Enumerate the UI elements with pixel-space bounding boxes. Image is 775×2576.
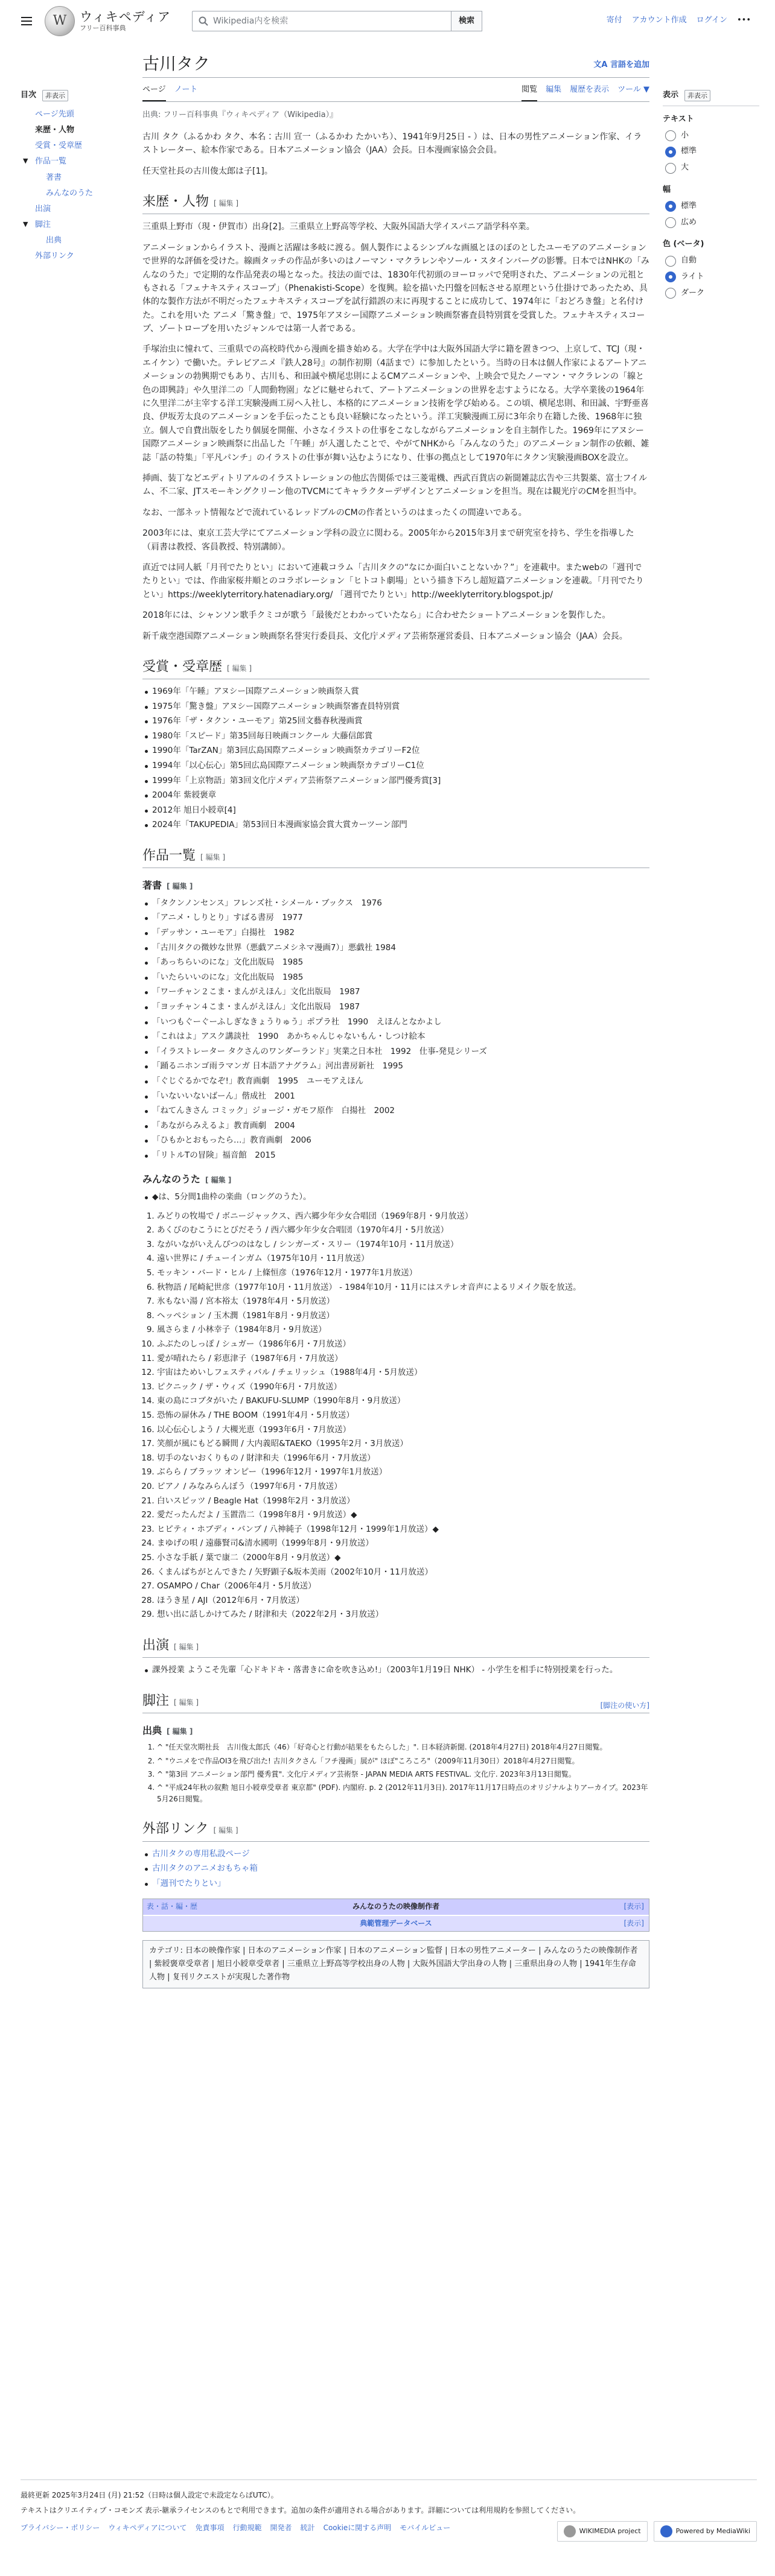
edit-link[interactable]: [ 編集 ] [214,199,239,208]
footer-link[interactable]: プライバシー・ポリシー [21,2524,100,2533]
toc-item[interactable] [35,141,123,151]
song-item: 1. みどりの牧場で / ボニージャックス、西六郷少年少女合唱団（1969年8月・9月放送） [157,1210,649,1223]
footer-link[interactable]: 行動規範 [232,2524,262,2533]
navbox [142,1899,649,1931]
logo-title: ウィキペディア [80,10,171,25]
radio-button[interactable] [665,217,676,228]
radio-label: 広め [681,217,697,227]
site-header [0,0,775,42]
edit-link[interactable]: [ 編集 ] [200,853,226,862]
song-item: 27. OSAMPO / Char（2006年4月・5月放送） [157,1580,649,1593]
book-item: 「アニメ・しりとり」すばる書房 1977 [142,912,649,925]
authority-control-show-button[interactable]: [表示] [624,1918,644,1927]
appearance-group [663,184,759,229]
award-item: 1990年「TarZAN」第3回広島国際アニメーション映画祭カテゴリーF2位 [142,744,649,758]
appearance-group [663,238,759,299]
mediawiki-icon [660,2525,672,2537]
toc-item[interactable] [35,251,123,262]
footer-link[interactable]: 開発者 [270,2524,292,2533]
minna-list [157,1210,649,1622]
awards-list [142,685,649,832]
song-item: 14. 東の島にコブタがいた / BAKUFU-SLUMP（1990年8月・9月放送） [157,1395,649,1408]
toc-item[interactable] [46,188,123,199]
edit-link[interactable]: [ 編集 ] [174,1642,199,1651]
radio-button[interactable] [665,288,676,299]
book-item: 「ひもかとおもったら…」教育画劇 2006 [142,1134,649,1147]
table-of-contents [21,89,123,267]
category-links[interactable]: カテゴリ: 日本の映像作家 | 日本のアニメーション作家 | 日本のアニメーション監督 | 日本の男性アニメーター | みんなのうたの映像制作者 | 紫綬褒章受章者 | 旭日小綬章受章者 | 三重県立上野高等学校出身の人物 | 大阪外国語大学出身の人物 | 三重県出身の人物 | 1941年生存命人物 | 复刊リクエストが実現した著作物 [142,1940,649,1988]
edit-link[interactable]: [ 編集 ] [227,664,252,673]
award-item: 2012年 旭日小綬章[4] [142,804,649,817]
book-item: 「あながらみえるよ」教育画劇 2004 [142,1120,649,1133]
language-icon: 文A [593,60,610,69]
tab-talk[interactable]: ノート [174,85,198,95]
edit-link[interactable]: [ 編集 ] [167,1727,193,1736]
toc-item[interactable] [35,109,123,120]
minna-note: ◆は、5分間1曲枠の楽曲（ロングのうた）。 [142,1191,649,1204]
song-item: 20. ピアノ / みなみらんぼう（1997年6月・7月放送） [157,1480,649,1494]
radio-label: 標準 [681,147,697,156]
edit-link[interactable]: [ 編集 ] [167,882,193,891]
last-modified: 最終更新 2025年3月24日 (月) 21:52（日時は個人設定で未設定ならばUTC）。 [21,2491,278,2499]
section-heading-notes: 脚注 [ 編集 ] [脚注の使い方] [142,1690,649,1713]
song-item: 4. 遠い世界に / チューインガム（1975年10月・11月放送） [157,1252,649,1266]
search-icon [199,16,208,26]
toc-item[interactable] [35,204,123,215]
radio-label: 自動 [681,256,697,265]
tab-read[interactable]: 閲覧 [521,81,537,101]
award-item: 1975年「驚き盤」アヌシー国際アニメーション映画祭審査員特別賞 [142,700,649,714]
song-item: 15. 恐怖の扉休み / THE BOOM（1991年4月・5月放送） [157,1409,649,1423]
song-item: 21. 白いスピッツ / Beagle Hat（1998年2月・3月放送） [157,1495,649,1508]
tab-page[interactable]: ページ [142,81,166,101]
create-account-link[interactable]: アカウント作成 [631,16,687,25]
song-item: 18. 切手のないおくりもの / 財津和夫（1996年6月・7月放送） [157,1452,649,1465]
page-title: 古川タク [142,54,211,74]
career-paragraph: 2003年には、東京工芸大学にてアニメーション学科の設立に関わる。2005年から2015年3月まで研究室を持ち、学生を指導した（肩書は教授、客員教授、特別講師）。 [142,528,634,552]
search-placeholder: Wikipedia内を検索 [213,16,289,26]
song-item: 13. ピクニック / ザ・ウィズ（1990年6月・7月放送） [157,1381,649,1394]
subsection-heading-minna: みんなのうた [ 編集 ] [142,1173,232,1185]
toc-item[interactable] [46,173,123,183]
radio-option[interactable] [665,130,759,142]
song-item: 3. ながいながいえんぴつのはなし / シンガーズ・スリー（1974年10月・11月放送） [157,1239,649,1252]
book-item: 「ワーチャン２こま・まんがえほん」文化出版局 1987 [142,986,649,999]
song-item: 28. ほうき星 / AJI（2012年6月・7月放送） [157,1594,649,1608]
toc-list [21,109,123,262]
book-item: 「いつもぐーぐーふしぎなきょうりゅう」ポプラ社 1990 えほんとなかよし [142,1016,649,1029]
toc-item-label: 脚注 [35,220,51,230]
navbox-vte-links[interactable]: 表・話・編・歴 [147,1902,198,1911]
intro-paragraph: 古川 タク（ふるかわ タク、本名：古川 宣一（ふるかわ たかいち）、1941年9月25日 - ）は、日本の男性アニメーション作家、イラストレーター、絵本作家である。日本アニメーション協会（JAA）会長。日本漫画家協会会員。 [142,132,642,156]
radio-option[interactable] [665,217,759,229]
appearance-panel [663,89,759,309]
tools-menu[interactable]: ツール ▼ [617,85,649,95]
award-item: 1976年「ザ・タクン・ユーモア」第25回文藝春秋漫画賞 [142,715,649,728]
radio-option[interactable] [665,162,759,174]
song-item: 17. 笑顔が風にもどる瞬間 / 大内義昭&TAEKO（1995年2月・3月放送） [157,1438,649,1451]
toc-hide-button[interactable]: 非表示 [42,90,68,102]
toc-item-label: 外部リンク [35,252,74,261]
reference-item: 3. ^ "第3回 アニメーション部門 優秀賞". 文化庁メディア芸術祭 - JAPAN MEDIA ARTS FESTIVAL. 文化庁. 2023年3月13日閲覧。 [157,1769,649,1780]
radio-label: 大 [681,163,689,173]
song-item: 10. ふぶたのしっぽ / シュガー（1986年6月・7月放送） [157,1338,649,1351]
toc-item-label: 出典 [46,236,62,246]
toc-item[interactable] [23,156,123,167]
radio-label: 標準 [681,201,697,211]
appearance-hide-button[interactable]: 非表示 [684,90,710,102]
navbox-show-button[interactable]: [表示] [624,1902,644,1911]
appearance-item: 課外授業 ようこそ先輩「心ドキドキ・落書きに命を吹き込め!」（2003年1月19日 NHK） - 小学生を相手に特別授業を行った。 [142,1664,649,1677]
radio-option[interactable] [665,145,759,158]
appearance-group-title: 幅 [663,185,671,194]
subsection-heading-books: 著書 [ 編集 ] [142,880,193,892]
radio-label: 小 [681,130,689,140]
login-link[interactable]: ログイン [696,16,727,25]
award-item: 1999年「上京物語」第3回文化庁メディア芸術祭アニメーション部門優秀賞[3] [142,775,649,788]
career-paragraph: 新千歳空港国際アニメーション映画祭名誉実行委員長、文化庁メディア芸術祭運営委員、日本アニメーション協会（JAA）会長。 [142,631,628,641]
section-heading-external-links: 外部リンク [ 編集 ] [142,1818,649,1841]
radio-button[interactable] [665,271,676,282]
song-item: 8. ヘッペション / 玉木潤（1981年8月・9月放送） [157,1310,649,1323]
edit-link[interactable]: [ 編集 ] [213,1826,238,1835]
references-list [157,1742,649,1805]
song-item: 5. モッキン・バード・ヒル / 上條恒彦（1976年12月・1977年1月放送） [157,1267,649,1280]
navbox-title[interactable]: みんなのうたの映像制作者 [352,1902,439,1911]
main-content [142,53,649,1988]
external-link[interactable]: 古川タクのアニメおもちゃ箱 [142,1862,649,1876]
book-item: 「デッサン・ユーモア」白揚社 1982 [142,927,649,940]
toc-item-label: 作品一覧 [35,157,67,167]
appearance-group [663,113,759,174]
toc-item-label: ページ先頭 [35,109,74,119]
chevron-down-icon[interactable]: ▼ [23,157,28,165]
tab-history[interactable]: 履歴を表示 [570,85,610,95]
song-item: 19. ぶらら / ブラッツ オンピー（1996年12月・1997年1月放送） [157,1466,649,1479]
reference-item: 1. ^ "任天堂次期社長 古川俊太郎氏（46）「好奇心と行動が結果をもたらした」". 日本経済新聞. (2018年4月27日) 2018年4月27日閲覧。 [157,1742,649,1753]
song-item: 22. 愛だったんだよ / 玉置浩二（1998年8月・9月放送）◆ [157,1509,649,1522]
award-item: 2024年「TAKUPEDIA」第53回日本漫画家協会賞大賞カーツーン部門 [142,819,649,832]
book-item: 「ねてんきさん コミック」ジョージ・ガモフ原作 白揚社 2002 [142,1105,649,1118]
wikimedia-badge[interactable]: WIKIMEDIA project [557,2521,648,2542]
radio-option[interactable] [665,271,759,284]
appearances-list [142,1664,649,1677]
external-link[interactable]: 古川タクの専用私設ページ [142,1848,649,1861]
edit-link[interactable]: [ 編集 ] [174,1698,199,1707]
search-button[interactable]: 検索 [451,11,482,31]
mediawiki-badge[interactable]: Powered by MediaWiki [654,2521,757,2542]
puzzle-globe-icon: W [45,6,75,36]
award-item: 1994年「以心伝心」第5回広島国際アニメーション映画祭カテゴリーC1位 [142,760,649,773]
award-item: 1969年「午睡」アヌシー国際アニメーション映画祭入賞 [142,685,649,699]
donate-link[interactable]: 寄付 [606,16,622,25]
toc-item[interactable] [35,125,123,136]
search-input[interactable] [192,11,451,31]
radio-button[interactable] [665,201,676,212]
tab-edit[interactable]: 編集 [546,85,562,95]
toc-item-label: みんなのうた [46,188,94,198]
song-item: 9. 風さらま / 小林幸子（1984年8月・9月放送） [157,1324,649,1337]
toc-item[interactable] [46,235,123,246]
book-item: 「これはよ」アスク講談社 1990 あかちゃんじゃないもん・しつけ絵本 [142,1030,649,1044]
section-heading-awards: 受賞・受章歴 [ 編集 ] [142,656,649,679]
song-item: 7. 氷もない湯 / 宮本裕太（1978年4月・5月放送） [157,1295,649,1309]
song-item: 25. 小さな手紙 / 葉で康二（2000年8月・9月放送）◆ [157,1552,649,1565]
career-paragraph: 三重県上野市（現・伊賀市）出身[2]。三重県立上野高等学校、大阪外国語大学イスパニア語学科卒業。 [142,222,535,232]
wikipedia-logo[interactable] [45,6,183,36]
toc-item-label: 出演 [35,204,51,214]
book-item: 「タクンノンセンス」フレンズ社・シメール・ブックス 1976 [142,897,649,910]
song-item: 26. くまんばちがとんできた / 矢野顕子&坂本美雨（2002年10月・11月放送） [157,1566,649,1579]
intro-paragraph: 任天堂社長の古川俊太郎は子[1]。 [142,166,273,176]
song-item: 29. 想い出に話しかけてみた / 財津和夫（2022年2月・3月放送） [157,1608,649,1622]
award-item: 1980年「スピード」第35回毎日映画コンクール 大藤信郎賞 [142,730,649,743]
logo-subtitle: フリー百科事典 [80,24,126,32]
book-item: 「いないいないばーん」偕成社 2001 [142,1090,649,1103]
footer-link[interactable]: ウィキペディアについて [108,2524,187,2533]
chevron-down-icon[interactable]: ▼ [23,220,28,229]
notes-usage-link[interactable]: [脚注の使い方] [600,1701,649,1710]
book-item: 「ヨッチャン４こま・まんがえほん」文化出版局 1987 [142,1001,649,1014]
toc-item-label: 来歴・人物 [35,125,75,135]
footer-link[interactable]: Cookieに関する声明 [323,2524,392,2533]
radio-option[interactable] [665,287,759,300]
song-item: 12. 宇宙はためいしフェスティバル / チェリッシュ（1988年4月・5月放送） [157,1366,649,1380]
song-item: 16. 以心伝心しよう / 大槻光恵（1993年6月・7月放送） [157,1424,649,1437]
book-item: 「いたらいいのにな」文化出版局 1985 [142,971,649,985]
toc-item-label: 著書 [46,173,62,182]
article-source: 出典: フリー百科事典『ウィキペディア（Wikipedia）』 [142,110,338,120]
language-button[interactable]: 文A 言語を追加 [593,60,649,69]
main-menu-icon[interactable] [18,13,35,30]
career-paragraph: アニメーションからイラスト、漫画と活躍は多岐に渡る。個人製作によるシンプルな画風とほのぼのとしたユーモアのアニメーションで世界的な評価を受けた。線画タッチの作品が多いのはノーマン・マクラレンやソール・スタインバーグの影響。日本ではNHKの「みんなのうた」で定期的な作品発表の場となった。技法の面では、1830年代初頭のヨーロッパで発明された、アニメーションの元祖ともされる「フェナキスティスコープ」（Phenakisti-Scope）を復興。絵を描いた円盤を回転させる原理という仕掛けであったため、具体的な製作方法が不明だったフェナキスティスコープを試行錯誤の末に再現することに成功して、1974年に「おどろき盤」と名付けた。これを用いた アニメ「驚き盤」で、1975年アヌシー国際アニメーション映画祭審査員特別賞を受賞した。フェナキスティスコープ、ゾートロープを用いたジャンルでは第一人者である。 [142,243,649,334]
appearance-group-title: 色 (ベータ) [663,240,704,249]
appearance-group-title: テキスト [663,114,694,124]
career-paragraph: なお、一部ネット情報などで流れているレッドブルのCMの作者というのはまったくの間違いである。 [142,507,527,518]
award-item: 2004年 紫綬褒章 [142,789,649,802]
book-item: 「リトルTの冒険」福音館 2015 [142,1149,649,1163]
radio-button[interactable] [665,147,676,157]
section-heading-appearances: 出演 [ 編集 ] [142,1635,649,1658]
career-paragraph: 手塚治虫に憧れて、三重県での高校時代から漫画を描き始める。大学在学中は大阪外国語大学に籍を置きつつ、上京して、TCJ（現・エイケン）で働いた。テレビアニメ『鉄人28号』の制作初期（4話まで）に参加したという。当時の日本は個人作家によるアートアニメーションの勃興期でもあり、古川も、和田誠や横尾忠則によるCMアニメーションや、上映会で見たノーマン・マクラレンの「線と色の即興詩」や久里洋二の「人間動物園」などに魅せられて、アートアニメーションの世界を志すようになる。大学卒業後の1964年に久里洋二が主宰する洋工実験漫画工房へ入社し、本格的にアニメーション技術を学び始める。この頃、横尾忠則、和田誠、宇野亜喜良、伊坂芳太良のアニメーションを手伝ったことも良い経験になったという。洋工実験漫画工房に3年余り在籍した後、1968年に独立。個人で自費出版をしたり個展を開催、小さなイラストの仕事をこなしながらアニメーションを自主制作した。1969年にアヌシー国際アニメーション映画祭に出品した「午睡」が入選したことで、やがてNHKから「みんなのうた」のアニメーション制作の依頼、雑誌「話の特集」「平凡パンチ」のイラストの仕事が舞い込むようになり、仕事の拠点として1970年にタクン実験漫画BOXを設立。 [142,344,649,463]
radio-button[interactable] [665,163,676,174]
reference-item: 2. ^ "ウニメをで作品OI3を飛び出た! 古川タクさん「フチ漫画」展が" ほぼ"ころころ"（2009年11月30日）2018年4月27日閲覧。 [157,1756,649,1767]
book-item: 「古川タクの微妙な世界（悪戯アニメシネマ漫画7）」悪戯社 1984 [142,942,649,955]
radio-button[interactable] [665,130,676,141]
toc-title: 目次 [21,90,37,100]
subsection-heading-sources: 出典 [ 編集 ] [142,1724,193,1736]
authority-control-title[interactable]: 典範管理データベース [360,1918,432,1927]
career-paragraph: 直近では同人紙「月刊でたりとい」において連載コラム「古川タクの“なにか面白いことないか？”」を連載中。またwebの「週刊でたりとい」では、作曲家桜井順とのコラボレーション「ヒトコト劇場」という描き下ろし超短篇アニメーションを連載。「月刊でたりとい」https://weeklyterritory.hatenadiary.org/ 「週刊でたりとい」http://weeklyterritory.blogspot.jp/ [142,562,644,600]
radio-button[interactable] [665,256,676,267]
radio-label: ダーク [681,288,705,297]
user-links [607,14,751,27]
toc-item[interactable] [23,220,123,230]
books-list [142,897,649,1163]
edit-link[interactable]: [ 編集 ] [205,1176,232,1185]
external-link[interactable]: 「週刊でたりとい」 [142,1877,649,1891]
wikimedia-icon [564,2525,576,2537]
footer-link[interactable]: 統計 [300,2524,315,2533]
book-item: 「イラストレーター タクさんのワンダーランド」実業之日本社 1992 仕事-発見シリーズ [142,1045,649,1059]
section-heading-career: 来歴・人物 [ 編集 ] [142,191,649,214]
book-item: 「ぐじぐるかでなぞ!」教育画劇 1995 ユーモアえほん [142,1075,649,1088]
reference-item: 4. ^ "平成24年秋の叙勲 旭日小綬章受章者 東京都" (PDF). 内閣府. p. 2 (2012年11月3日). 2017年11月17日時点のオリジナルよりアーカイブ。2023年5月26日閲覧。 [157,1782,649,1805]
radio-label: ライト [681,271,704,281]
search-form [192,11,482,31]
career-paragraph: 2018年には、シャンソン歌手クミコが歌う「最後だとわかっていたなら」に合わせたショートアニメーションを製作した。 [142,611,611,621]
song-item: 2. あくびのむこうにとびだそう / 西六郷少年少女合唱団（1970年4月・5月放送） [157,1224,649,1237]
more-options-icon[interactable]: ••• [736,16,751,25]
song-item: 23. ヒピティ・ホブディ・バンブ / 八神純子（1998年12月・1999年1月放送）◆ [157,1523,649,1537]
footer-link[interactable]: モバイルビュー [400,2524,451,2533]
external-links-list [142,1848,649,1891]
career-paragraph: 挿画、装丁などエディトリアルのイラストレーションの他広告関係では三菱電機、西武百貨店の新聞雑誌広告や三共製薬、富士フイルム、不二家、JTスモーキングクリーン他のTVCMにてキャラクターデザインとアニメーションを担当。現在は観光庁のCMを担当中。 [142,473,648,497]
footer-link[interactable]: 免責事項 [195,2524,225,2533]
license-text: テキストはクリエイティブ・コモンズ 表示-継承ライセンスのもとで利用できます。追加の条件が適用される場合があります。詳細については利用規約を参照してください。 [21,2506,581,2515]
radio-option[interactable] [665,200,759,213]
song-item: 24. まゆげの唄 / 遠藤賢司&清水國明（1999年8月・9月放送） [157,1537,649,1550]
appearance-title: 表示 [663,90,679,100]
song-item: 6. 秋物語 / 尾崎紀世彦（1977年10月・11月放送） - 1984年10月・11月にはステレオ音声によるリメイク版を放送。 [157,1281,649,1295]
radio-option[interactable] [665,255,759,267]
page-footer [21,2479,757,2534]
book-item: 「あっちらいのにな」文化出版局 1985 [142,956,649,969]
song-item: 11. 愛が晴れたら / 彩恵津子（1987年6月・7月放送） [157,1353,649,1366]
toc-item-label: 受賞・受章歴 [35,141,83,151]
book-item: 「踊るニホンゴ雨ラマンガ 日本語アナグラム」河出書房新社 1995 [142,1060,649,1073]
section-heading-works: 作品一覧 [ 編集 ] [142,845,649,868]
